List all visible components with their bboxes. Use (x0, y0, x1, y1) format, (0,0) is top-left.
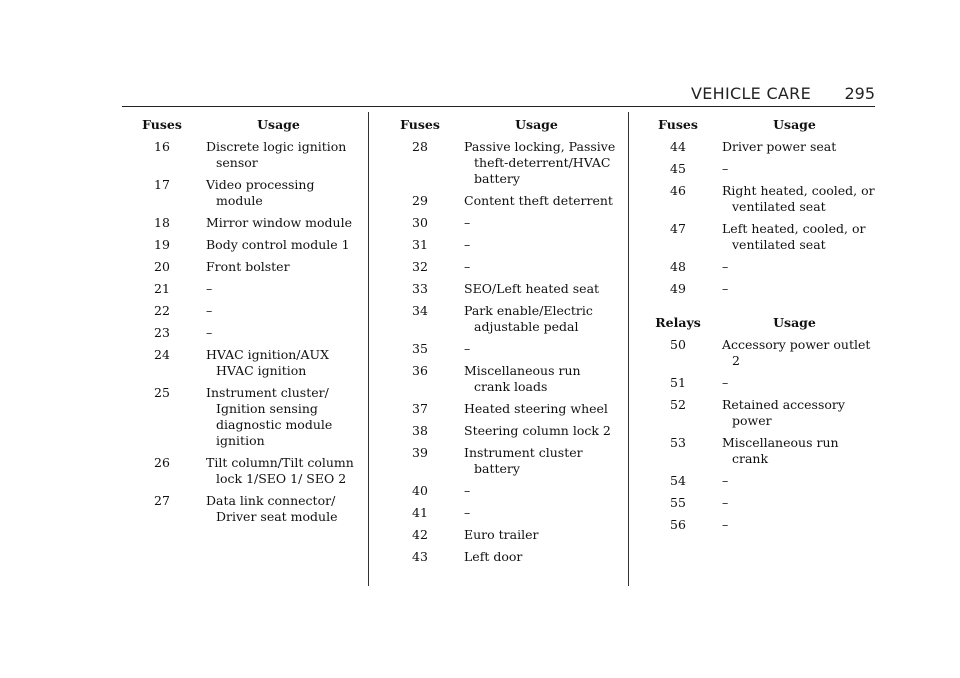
fuse-number: 56 (670, 517, 686, 532)
fuse-usage: Euro trailer (464, 527, 539, 542)
fuse-usage: Left door (464, 549, 523, 564)
table-row (122, 347, 362, 379)
fuse-number: 52 (670, 397, 686, 412)
fuse-number: 37 (412, 401, 428, 416)
column-divider (368, 112, 369, 586)
fuse-usage: – (206, 281, 213, 296)
table-row (380, 445, 620, 477)
fuse-number: 23 (154, 325, 170, 340)
fuse-number: 26 (154, 455, 170, 470)
fuse-usage: – (464, 483, 471, 498)
fuse-number: 48 (670, 259, 686, 274)
fuse-usage: Steering column lock 2 (464, 423, 611, 438)
fuse-number: 41 (412, 505, 428, 520)
fuse-number: 53 (670, 435, 686, 450)
fuse-usage: – (722, 473, 729, 488)
fuse-number: 27 (154, 493, 170, 508)
table-row (122, 281, 362, 297)
table-header (380, 117, 620, 133)
fuse-usage: Instrument cluster/ Ignition sensing diagnostic module ignition (206, 385, 333, 448)
number-column-header: Fuses (142, 117, 182, 132)
table-row (638, 139, 878, 155)
fuse-usage: Accessory power outlet 2 (722, 337, 871, 368)
fuse-usage: Retained accessory power (722, 397, 845, 428)
fuse-usage: Discrete logic ignition sensor (206, 139, 347, 170)
fuse-number: 25 (154, 385, 170, 400)
fuse-usage: HVAC ignition/AUX HVAC ignition (206, 347, 329, 378)
table-row (638, 183, 878, 215)
fuse-number: 47 (670, 221, 686, 236)
usage-column-header: Usage (773, 315, 816, 330)
table-row (380, 363, 620, 395)
section-title: VEHICLE CARE (690, 84, 811, 103)
fuse-usage: – (464, 215, 471, 230)
fuse-usage: Left heated, cooled, or ventilated seat (722, 221, 866, 252)
table-row (122, 455, 362, 487)
fuse-usage: Miscellaneous run crank (722, 435, 839, 466)
table-header (638, 117, 878, 133)
table-row (638, 161, 878, 177)
table-row (380, 281, 620, 297)
fuse-usage: Body control module 1 (206, 237, 350, 252)
fuse-usage: Tilt column/Tilt column lock 1/SEO 1/ SEO 2 (206, 455, 354, 486)
fuse-usage: – (464, 237, 471, 252)
usage-column-header: Usage (257, 117, 300, 132)
fuse-usage: Content theft deterrent (464, 193, 613, 208)
fuse-column-2 (380, 117, 620, 571)
fuse-usage: – (722, 495, 729, 510)
table-row (380, 549, 620, 565)
page-header (122, 84, 875, 107)
table-row (122, 325, 362, 341)
fuse-number: 22 (154, 303, 170, 318)
table-row (380, 259, 620, 275)
fuse-number: 55 (670, 495, 686, 510)
fuse-number: 24 (154, 347, 170, 362)
fuse-usage: – (722, 281, 729, 296)
fuse-usage: – (464, 505, 471, 520)
fuse-number: 35 (412, 341, 428, 356)
fuse-usage: Mirror window module (206, 215, 352, 230)
fuse-number: 28 (412, 139, 428, 154)
usage-column-header: Usage (773, 117, 816, 132)
table-row (122, 215, 362, 231)
fuse-number: 17 (154, 177, 170, 192)
table-row (638, 337, 878, 369)
table-row (638, 435, 878, 467)
fuse-number: 36 (412, 363, 428, 378)
fuse-number: 39 (412, 445, 428, 460)
fuse-usage: Miscellaneous run crank loads (464, 363, 581, 394)
table-row (380, 215, 620, 231)
table-row (380, 483, 620, 499)
fuse-number: 40 (412, 483, 428, 498)
fuse-number: 29 (412, 193, 428, 208)
fuse-number: 34 (412, 303, 428, 318)
table-row (638, 517, 878, 533)
table-row (122, 303, 362, 319)
column-divider (628, 112, 629, 586)
table-row (380, 237, 620, 253)
fuse-usage: – (464, 341, 471, 356)
fuse-usage: – (722, 517, 729, 532)
table-row (122, 385, 362, 449)
number-column-header: Fuses (400, 117, 440, 132)
table-header (122, 117, 362, 133)
table-row (380, 401, 620, 417)
fuse-number: 49 (670, 281, 686, 296)
fuse-number: 44 (670, 139, 686, 154)
table-row (638, 375, 878, 391)
fuse-column-3 (638, 117, 878, 539)
table-gap (638, 303, 878, 315)
fuse-number: 38 (412, 423, 428, 438)
table-row (122, 177, 362, 209)
fuse-usage: Video processing module (206, 177, 315, 208)
fuse-number: 21 (154, 281, 170, 296)
fuse-number: 33 (412, 281, 428, 296)
table-row (638, 397, 878, 429)
table-row (380, 527, 620, 543)
fuse-number: 32 (412, 259, 428, 274)
table-header (638, 315, 878, 331)
fuse-usage: – (722, 375, 729, 390)
fuse-column-1 (122, 117, 362, 531)
fuse-usage: Instrument cluster battery (464, 445, 583, 476)
table-row (638, 281, 878, 297)
table-row (638, 495, 878, 511)
fuse-number: 30 (412, 215, 428, 230)
fuse-usage: Heated steering wheel (464, 401, 608, 416)
fuse-number: 19 (154, 237, 170, 252)
fuse-number: 51 (670, 375, 686, 390)
fuse-number: 18 (154, 215, 170, 230)
table-row (380, 341, 620, 357)
fuse-usage: Right heated, cooled, or ventilated seat (722, 183, 875, 214)
table-row (638, 259, 878, 275)
table-row (380, 303, 620, 335)
table-row (380, 139, 620, 187)
table-row (122, 259, 362, 275)
fuse-number: 16 (154, 139, 170, 154)
fuse-number: 54 (670, 473, 686, 488)
number-column-header: Relays (655, 315, 701, 330)
fuse-usage: Park enable/Electric adjustable pedal (464, 303, 593, 334)
table-row (122, 139, 362, 171)
table-row (380, 193, 620, 209)
fuse-number: 31 (412, 237, 428, 252)
table-row (380, 423, 620, 439)
fuse-usage: Driver power seat (722, 139, 837, 154)
table-row (122, 493, 362, 525)
page-number: 295 (844, 84, 875, 103)
fuse-usage: – (722, 259, 729, 274)
fuse-number: 42 (412, 527, 428, 542)
fuse-number: 45 (670, 161, 686, 176)
fuse-number: 20 (154, 259, 170, 274)
fuse-usage: – (464, 259, 471, 274)
table-row (122, 237, 362, 253)
fuse-usage: – (722, 161, 729, 176)
table-row (380, 505, 620, 521)
fuse-number: 46 (670, 183, 686, 198)
fuse-usage: – (206, 325, 213, 340)
fuse-usage: Front bolster (206, 259, 290, 274)
table-row (638, 473, 878, 489)
fuse-usage: – (206, 303, 213, 318)
usage-column-header: Usage (515, 117, 558, 132)
fuse-usage: Data link connector/ Driver seat module (206, 493, 338, 524)
number-column-header: Fuses (658, 117, 698, 132)
fuse-number: 50 (670, 337, 686, 352)
fuse-number: 43 (412, 549, 428, 564)
fuse-usage: SEO/Left heated seat (464, 281, 600, 296)
table-row (638, 221, 878, 253)
fuse-usage: Passive locking, Passive theft-deterrent/HVAC battery (464, 139, 616, 186)
